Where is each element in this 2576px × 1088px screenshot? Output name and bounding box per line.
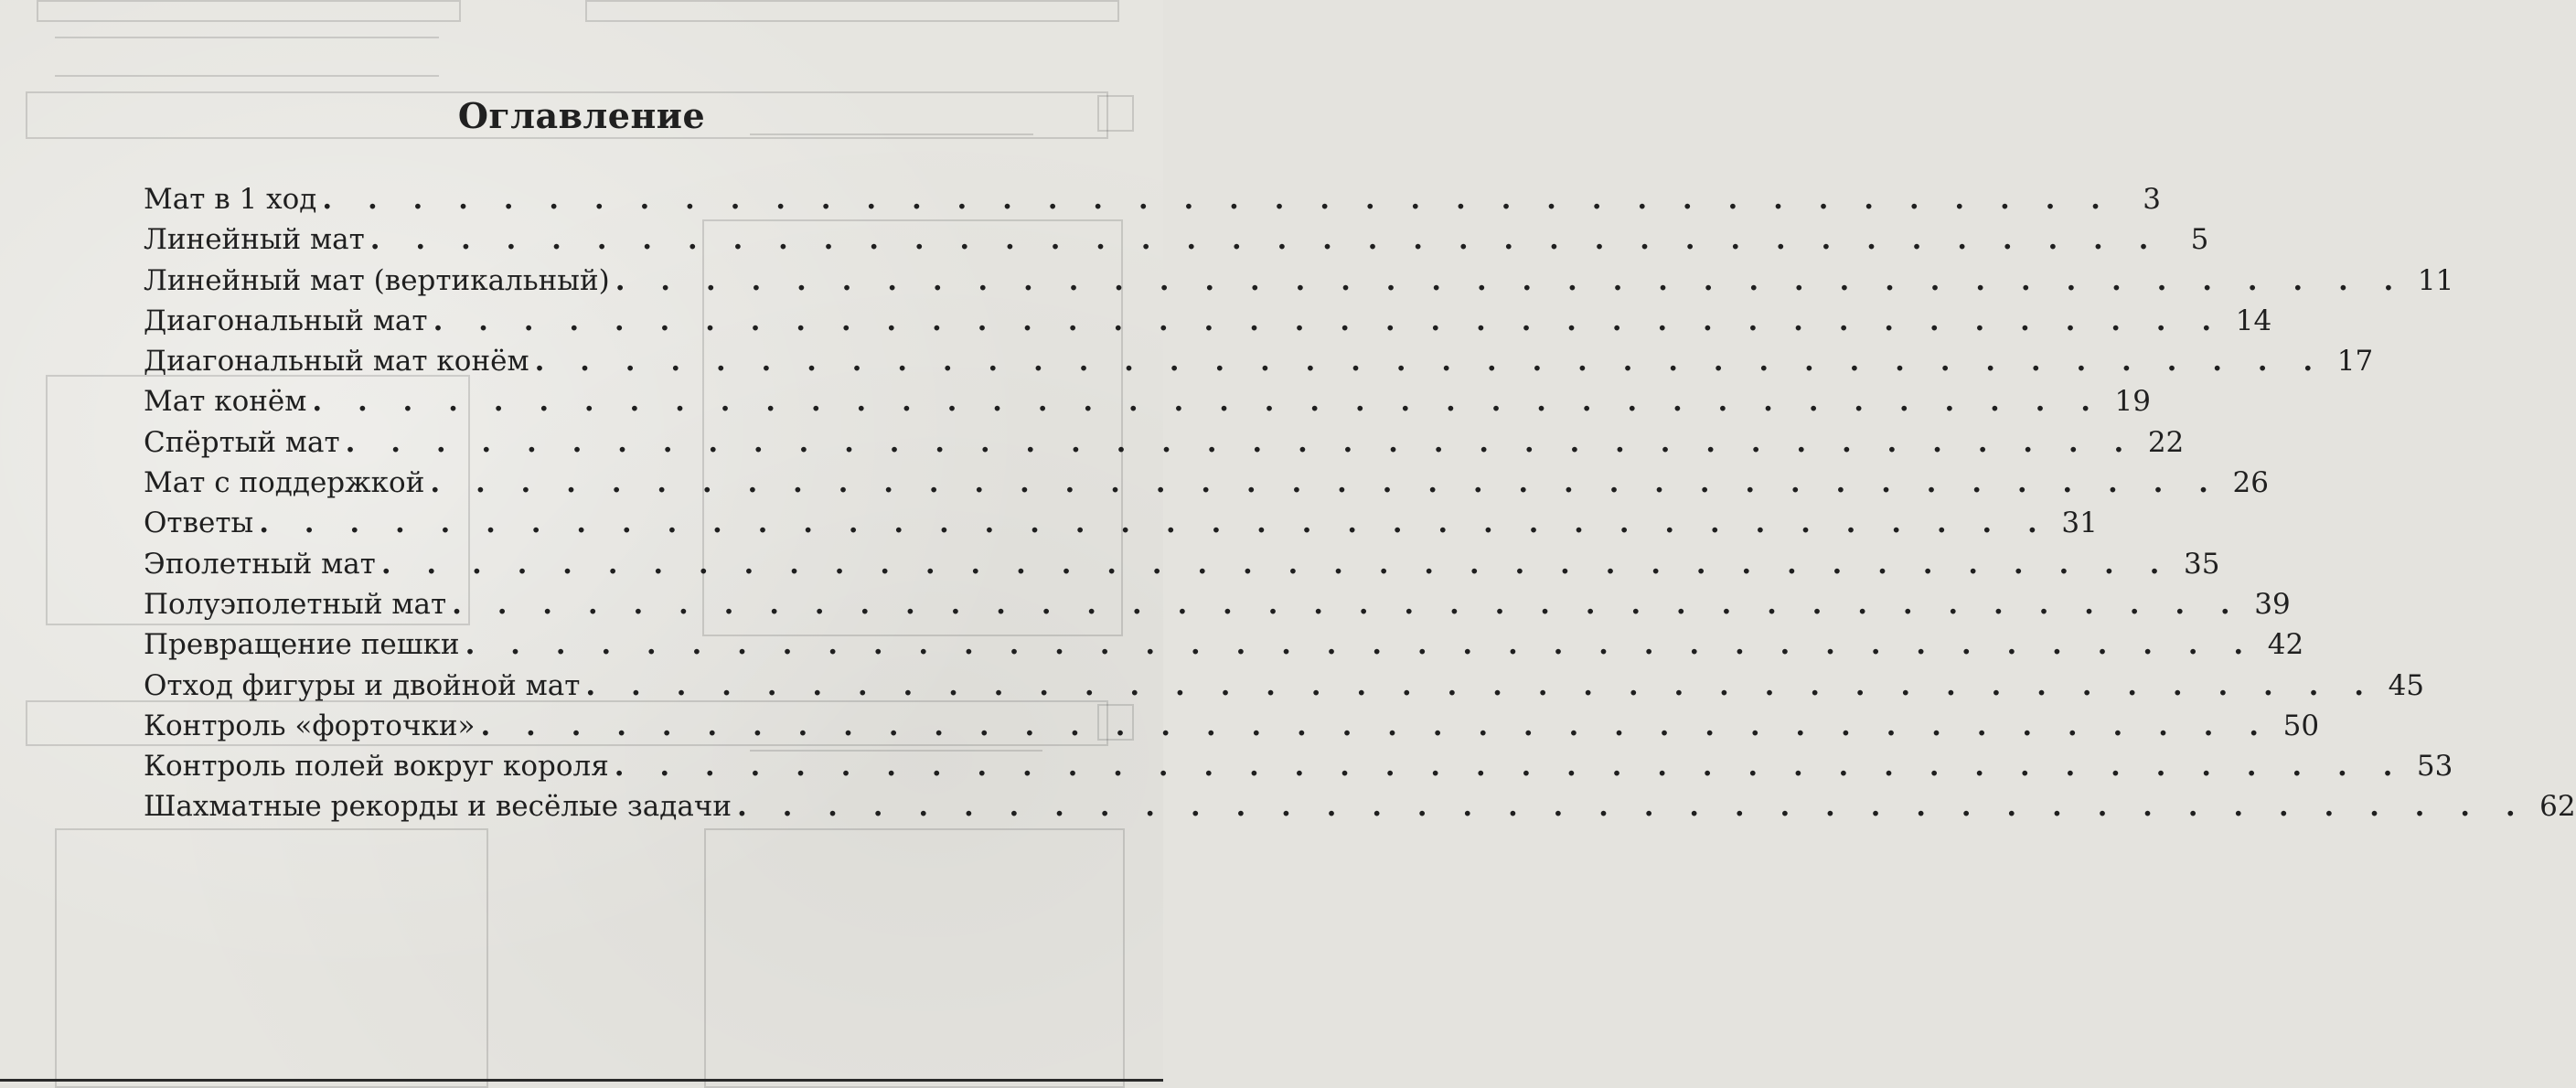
toc-page-number: 11 bbox=[2417, 263, 2454, 297]
toc-page-number: 39 bbox=[2254, 587, 2291, 621]
bleed-through-board-bottom-left bbox=[55, 828, 488, 1088]
toc-page-number: 19 bbox=[2114, 385, 2151, 419]
toc-page-number: 5 bbox=[2190, 223, 2209, 257]
toc-entry-title: Эполетный мат bbox=[144, 547, 376, 581]
toc-page-number: 22 bbox=[2147, 425, 2185, 459]
toc-page-number: 53 bbox=[2416, 750, 2453, 784]
toc-entry-title: Линейный мат (вертикальный) bbox=[144, 263, 610, 297]
toc-page-number: 17 bbox=[2336, 345, 2374, 379]
toc-entry-title: Полуэполетный мат bbox=[144, 587, 447, 621]
toc-entry[interactable] bbox=[144, 301, 2272, 341]
toc-dot-leader: . . . . . . . . . . . . . . . . . . . . . . . . . . . . . . . . . . . . . . . . bbox=[322, 183, 2113, 216]
toc-entry[interactable] bbox=[144, 463, 2269, 503]
toc-dot-leader: . . . . . . . . . . . . . . . . . . . . . . . . . . . . . . . . . . . . . . . . bbox=[452, 587, 2243, 621]
toc-entry[interactable] bbox=[144, 544, 2220, 584]
toc-entry-title: Контроль полей вокруг короля bbox=[144, 750, 609, 784]
toc-dot-leader: . . . . . . . . . . . . . . . . . . . . . . . . . . . . . . . . . . . . . . . . bbox=[259, 507, 2050, 540]
toc-entry[interactable] bbox=[144, 786, 2576, 827]
toc-entry-title: Ответы bbox=[144, 507, 254, 540]
toc-dot-leader: . . . . . . . . . . . . . . . . . . . . . . . . . . . . . . . . . . . . . . . . bbox=[585, 668, 2378, 702]
toc-dot-leader: . . . . . . . . . . . . . . . . . . . . . . . . . . . . . . . . . . . . . . . . bbox=[465, 628, 2257, 662]
toc-dot-leader: . . . . . . . . . . . . . . . . . . . . . . . . . . . . . . . . . . . . . . . . bbox=[312, 385, 2103, 419]
bleed-through-board-bottom-right bbox=[704, 828, 1125, 1088]
toc-page-number: 14 bbox=[2235, 304, 2272, 337]
toc-entry[interactable] bbox=[144, 503, 2098, 543]
toc-entry[interactable] bbox=[144, 179, 2161, 219]
toc-entry-title: Диагональный мат конём bbox=[144, 345, 529, 379]
bleed-through-rule-1 bbox=[55, 37, 439, 38]
toc-entry-title: Мат в 1 ход bbox=[144, 183, 317, 216]
page-bottom-edge bbox=[0, 1079, 1163, 1082]
toc-page-number: 26 bbox=[2232, 466, 2269, 500]
toc-page-number: 42 bbox=[2267, 628, 2304, 662]
toc-entry[interactable] bbox=[144, 261, 2454, 301]
toc-dot-leader: . . . . . . . . . . . . . . . . . . . . . . . . . . . . . . . . . . . . . . . . bbox=[480, 709, 2272, 742]
toc-entry-title: Отход фигуры и двойной мат bbox=[144, 668, 581, 702]
bleed-through-board-right bbox=[585, 0, 1119, 22]
toc-entry[interactable] bbox=[144, 422, 2185, 463]
toc-page-number: 50 bbox=[2282, 709, 2320, 742]
toc-dot-leader: . . . . . . . . . . . . . . . . . . . . . . . . . . . . . . . . . . . . . . . . bbox=[737, 790, 2528, 824]
toc-entry[interactable] bbox=[144, 219, 2209, 260]
bleed-through-board-top bbox=[37, 0, 461, 22]
bleed-through-rule-2 bbox=[55, 75, 439, 77]
toc-dot-leader: . . . . . . . . . . . . . . . . . . . . . . . . . . . . . . . . . . . . . . . . bbox=[615, 263, 2407, 297]
toc-entry[interactable] bbox=[144, 666, 2425, 706]
toc-dot-leader: . . . . . . . . . . . . . . . . . . . . . . . . . . . . . . . . . . . . . . . . bbox=[430, 466, 2221, 500]
toc-entry-title: Мат конём bbox=[144, 385, 307, 419]
toc-entry[interactable] bbox=[144, 584, 2291, 624]
toc-entry-title: Мат с поддержкой bbox=[144, 466, 425, 500]
toc-page-number: 3 bbox=[2143, 183, 2161, 216]
toc-entry[interactable] bbox=[144, 624, 2304, 665]
page-title: Оглавление bbox=[457, 95, 706, 136]
toc-page-number: 35 bbox=[2183, 547, 2220, 581]
toc-entry-title: Спёртый мат bbox=[144, 425, 340, 459]
toc-entry[interactable] bbox=[144, 341, 2374, 381]
toc-dot-leader: . . . . . . . . . . . . . . . . . . . . . . . . . . . . . . . . . . . . . . . . bbox=[380, 547, 2173, 581]
toc-entry-title: Контроль «форточки» bbox=[144, 709, 476, 742]
toc-entry[interactable] bbox=[144, 381, 2151, 421]
toc-page-number: 31 bbox=[2061, 507, 2098, 540]
toc-page-number: 62 bbox=[2539, 790, 2576, 824]
toc-entry-title: Линейный мат bbox=[144, 223, 365, 257]
toc-dot-leader: . . . . . . . . . . . . . . . . . . . . . . . . . . . . . . . . . . . . . . . . bbox=[369, 223, 2162, 257]
toc-dot-leader: . . . . . . . . . . . . . . . . . . . . . . . . . . . . . . . . . . . . . . . . bbox=[433, 304, 2225, 337]
toc-dot-leader: . . . . . . . . . . . . . . . . . . . . . . . . . . . . . . . . . . . . . . . . bbox=[614, 750, 2406, 784]
toc-dot-leader: . . . . . . . . . . . . . . . . . . . . . . . . . . . . . . . . . . . . . . . . bbox=[534, 345, 2326, 379]
toc-entry-title: Шахматные рекорды и весёлые задачи bbox=[144, 790, 732, 824]
toc-entry[interactable] bbox=[144, 746, 2453, 786]
toc-entry-title: Диагональный мат bbox=[144, 304, 428, 337]
toc-entry-title: Превращение пешки bbox=[144, 628, 460, 662]
toc-dot-leader: . . . . . . . . . . . . . . . . . . . . . . . . . . . . . . . . . . . . . . . . bbox=[345, 425, 2137, 459]
table-of-contents bbox=[144, 179, 2576, 827]
toc-entry[interactable] bbox=[144, 706, 2320, 746]
toc-page-number: 45 bbox=[2388, 668, 2425, 702]
